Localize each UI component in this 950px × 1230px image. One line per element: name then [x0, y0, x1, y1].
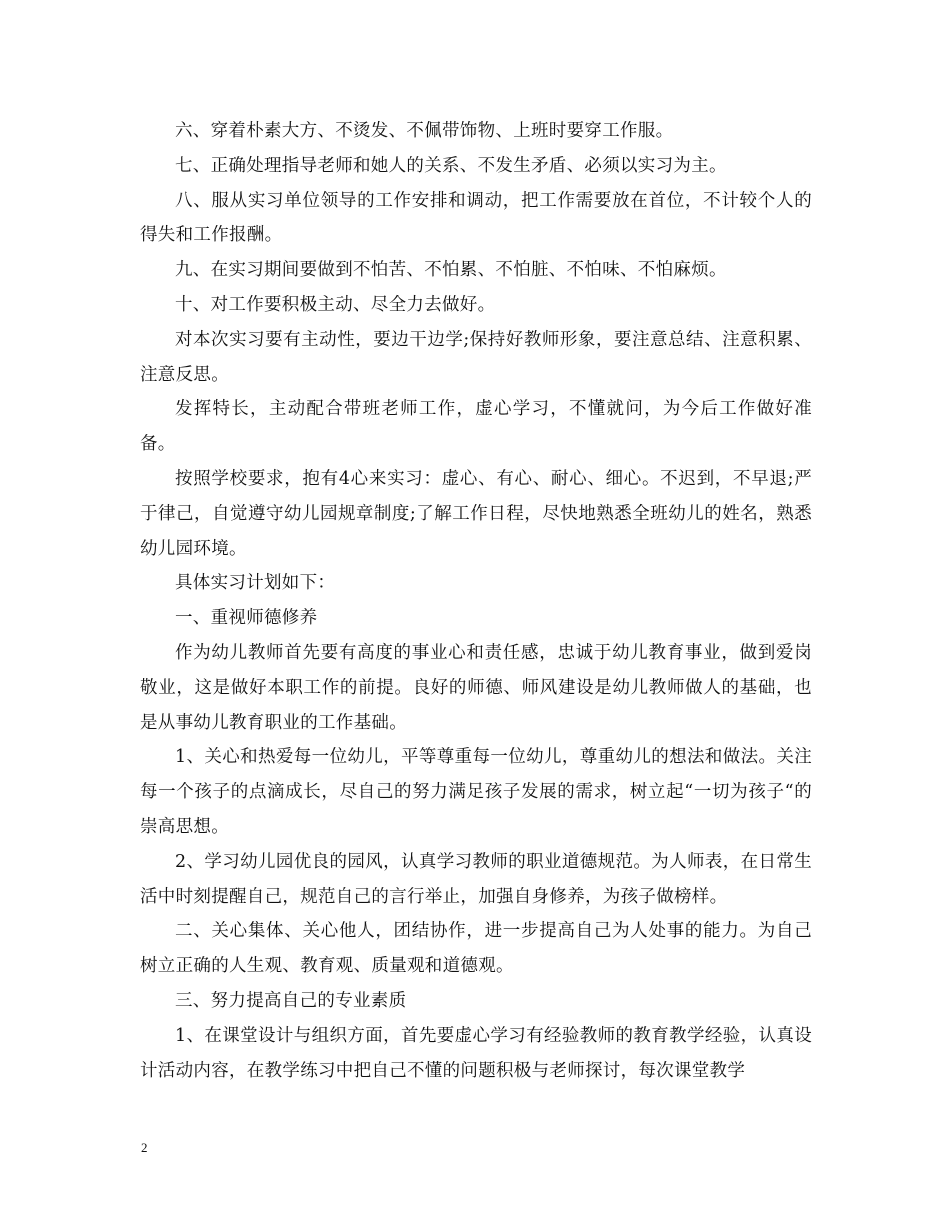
- paragraph: 十、对工作要积极主动、尽全力去做好。: [175, 294, 496, 315]
- paragraph: 六、穿着朴素大方、不烫发、不佩带饰物、上班时要穿工作服。: [175, 121, 674, 141]
- paragraph: 作为幼儿教师首先要有高度的事业心和责任感，忠诚于幼儿教育事业，做到爱岗敬业，这是做好本职工作的前提。良好的师德、师风建设是幼儿教师做人的基础，也是从事幼儿教育职业的工作基础。: [140, 642, 812, 733]
- paragraph: 1、关心和热爱每一位幼儿，平等尊重每一位幼儿，尊重幼儿的想法和做法。关注每一个孩子的点滴成长，尽自己的努力满足孩子发展的需求，树立起“一切为孩子“的崇高思想。: [140, 747, 812, 837]
- paragraph: 发挥特长，主动配合带班老师工作，虚心学习，不懂就问，为今后工作做好准备。: [140, 399, 812, 455]
- paragraph: 对本次实习要有主动性，要边干边学;保持好教师形象，要注意总结、注意积累、注意反思。: [140, 329, 812, 385]
- paragraph: 八、服从实习单位领导的工作安排和调动，把工作需要放在首位，不计较个人的得失和工作报酬。: [140, 190, 812, 246]
- paragraph: 按照学校要求，抱有4心来实习：虚心、有心、耐心、细心。不迟到，不早退;严于律己，自觉遵守幼儿园规章制度;了解工作日程，尽快地熟悉全班幼儿的姓名，熟悉幼儿园环境。: [140, 468, 812, 559]
- paragraph: 2、学习幼儿园优良的园风，认真学习教师的职业道德规范。为人师表，在日常生活中时刻提醒自己，规范自己的言行举止，加强自身修养，为孩子做榜样。: [140, 851, 812, 907]
- paragraph: 具体实习计划如下：: [175, 573, 336, 594]
- section-heading: 三、努力提高自己的专业素质: [175, 990, 407, 1011]
- paragraph: 1、在课堂设计与组织方面，首先要虚心学习有经验教师的教育教学经验，认真设计活动内容，在教学练习中把自己不懂的问题积极与老师探讨，每次课堂教学: [140, 1025, 812, 1081]
- paragraph: 七、正确处理指导老师和她人的关系、不发生矛盾、必须以实习为主。: [175, 155, 727, 176]
- paragraph: 二、关心集体、关心他人，团结协作，进一步提高自己为人处事的能力。为自己树立正确的人生观、教育观、质量观和道德观。: [140, 921, 812, 977]
- section-heading: 一、重视师德修养: [175, 608, 318, 629]
- document-body: [140, 114, 812, 1088]
- paragraph: 九、在实习期间要做到不怕苦、不怕累、不怕脏、不怕味、不怕麻烦。: [175, 260, 727, 281]
- page-number: 2: [141, 1140, 148, 1155]
